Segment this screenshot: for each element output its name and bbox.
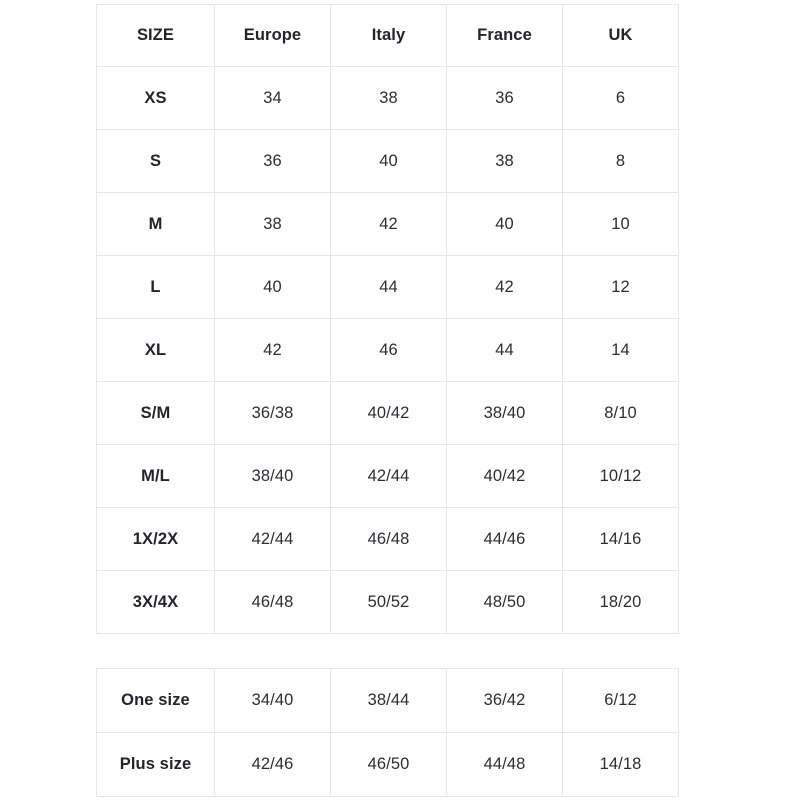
one-size-plus-size-table <box>96 668 679 797</box>
cell-france: 38/40 <box>447 382 563 445</box>
table-row <box>97 67 679 130</box>
cell-france: 40/42 <box>447 445 563 508</box>
cell-uk: 8 <box>563 130 679 193</box>
cell-uk: 14/18 <box>563 733 679 797</box>
size-chart-extra-container <box>96 668 678 797</box>
column-header-france: France <box>447 5 563 67</box>
column-header-italy: Italy <box>331 5 447 67</box>
cell-france: 40 <box>447 193 563 256</box>
cell-italy: 46 <box>331 319 447 382</box>
cell-france: 44/48 <box>447 733 563 797</box>
cell-italy: 42 <box>331 193 447 256</box>
column-header-europe: Europe <box>215 5 331 67</box>
cell-france: 36/42 <box>447 669 563 733</box>
row-label: 3X/4X <box>97 571 215 634</box>
cell-europe: 36 <box>215 130 331 193</box>
cell-france: 38 <box>447 130 563 193</box>
cell-uk: 10 <box>563 193 679 256</box>
cell-uk: 14 <box>563 319 679 382</box>
cell-uk: 18/20 <box>563 571 679 634</box>
cell-uk: 6 <box>563 67 679 130</box>
cell-france: 44 <box>447 319 563 382</box>
cell-europe: 46/48 <box>215 571 331 634</box>
column-header-uk: UK <box>563 5 679 67</box>
table-body <box>97 669 679 797</box>
cell-uk: 6/12 <box>563 669 679 733</box>
table-header <box>97 5 679 67</box>
cell-uk: 10/12 <box>563 445 679 508</box>
table-row <box>97 130 679 193</box>
column-header-size: SIZE <box>97 5 215 67</box>
table-header-row <box>97 5 679 67</box>
cell-italy: 50/52 <box>331 571 447 634</box>
cell-france: 42 <box>447 256 563 319</box>
cell-italy: 46/50 <box>331 733 447 797</box>
row-label: M <box>97 193 215 256</box>
row-label: S/M <box>97 382 215 445</box>
cell-europe: 42 <box>215 319 331 382</box>
table-body <box>97 67 679 634</box>
row-label: XS <box>97 67 215 130</box>
table-row <box>97 733 679 797</box>
table-row <box>97 445 679 508</box>
row-label: L <box>97 256 215 319</box>
row-label: XL <box>97 319 215 382</box>
table-row <box>97 256 679 319</box>
table-row <box>97 571 679 634</box>
row-label: One size <box>97 669 215 733</box>
size-conversion-table <box>96 4 679 634</box>
row-label: Plus size <box>97 733 215 797</box>
cell-europe: 40 <box>215 256 331 319</box>
cell-europe: 34/40 <box>215 669 331 733</box>
table-row <box>97 669 679 733</box>
size-chart-main-container <box>96 4 678 634</box>
cell-italy: 46/48 <box>331 508 447 571</box>
cell-france: 36 <box>447 67 563 130</box>
row-label: 1X/2X <box>97 508 215 571</box>
row-label: M/L <box>97 445 215 508</box>
cell-france: 44/46 <box>447 508 563 571</box>
cell-europe: 36/38 <box>215 382 331 445</box>
table-row <box>97 508 679 571</box>
cell-uk: 8/10 <box>563 382 679 445</box>
table-row <box>97 193 679 256</box>
cell-europe: 38/40 <box>215 445 331 508</box>
cell-europe: 42/46 <box>215 733 331 797</box>
cell-europe: 38 <box>215 193 331 256</box>
table-row <box>97 319 679 382</box>
cell-europe: 34 <box>215 67 331 130</box>
table-row <box>97 382 679 445</box>
cell-france: 48/50 <box>447 571 563 634</box>
row-label: S <box>97 130 215 193</box>
cell-italy: 40/42 <box>331 382 447 445</box>
cell-uk: 14/16 <box>563 508 679 571</box>
cell-italy: 38 <box>331 67 447 130</box>
cell-uk: 12 <box>563 256 679 319</box>
cell-italy: 42/44 <box>331 445 447 508</box>
cell-italy: 40 <box>331 130 447 193</box>
cell-italy: 44 <box>331 256 447 319</box>
cell-europe: 42/44 <box>215 508 331 571</box>
cell-italy: 38/44 <box>331 669 447 733</box>
